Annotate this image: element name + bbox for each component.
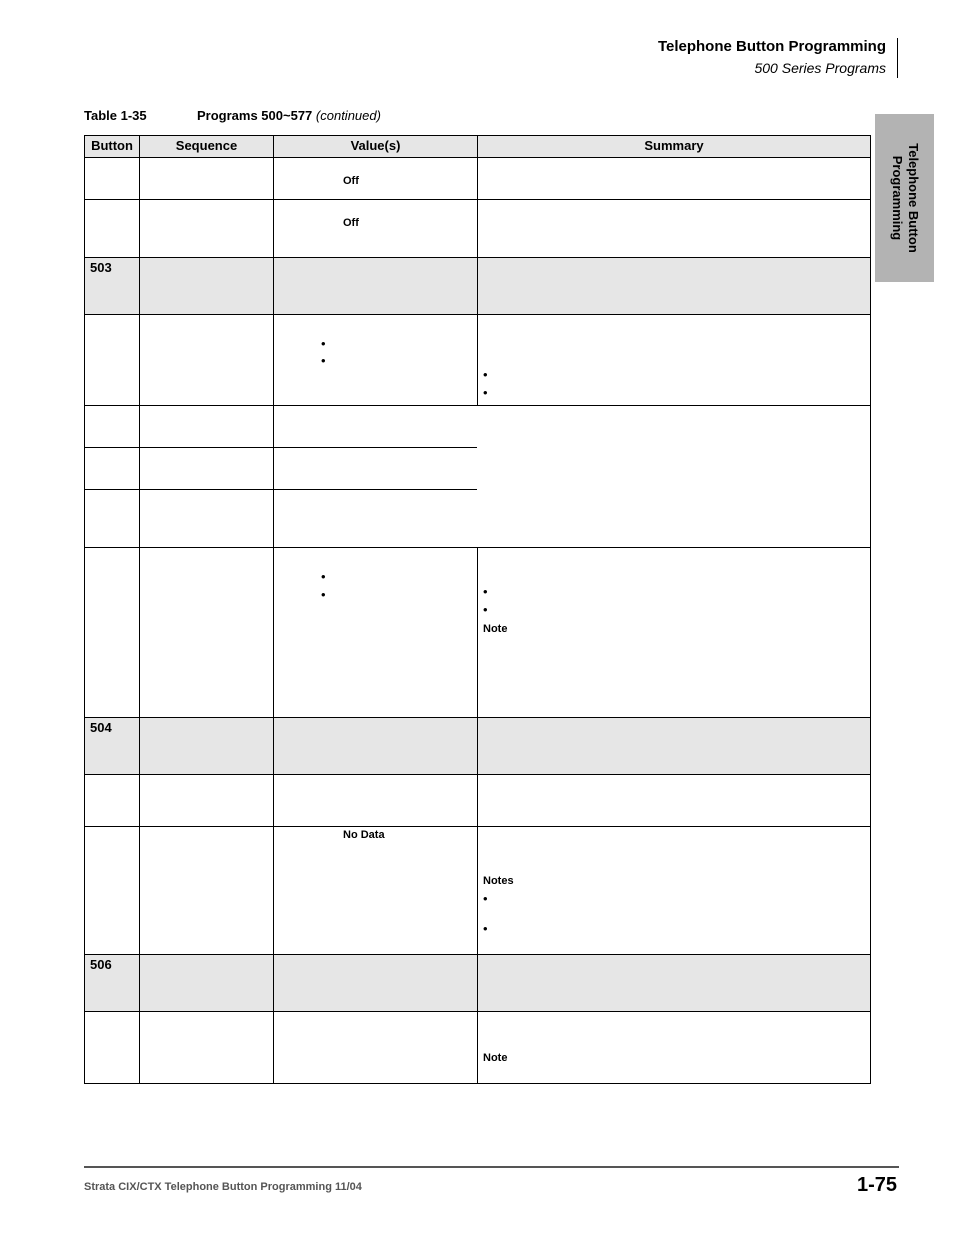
section-side-tab [875,114,934,282]
table-row [85,955,870,1012]
note-label: Note [483,1052,508,1064]
column-header-sequence: Sequence [175,138,238,153]
bullet: • [321,353,326,368]
notes-label: Notes [483,875,514,887]
table-row [85,1012,870,1083]
button-number: 506 [90,957,112,972]
footer-document-title: Strata CIX/CTX Telephone Button Programming 11/04 [84,1181,362,1193]
page-number: 1-75 [856,1174,897,1196]
footer-divider [84,1166,899,1168]
table-row [85,315,870,406]
column-header-values: Value(s) [350,138,401,153]
value-text: Off [343,217,359,229]
table-row [85,827,870,955]
bullet: • [483,367,488,382]
table-caption [84,108,381,123]
table-title: Programs 500~577 [197,108,313,123]
table-row [85,258,870,315]
bullet: • [321,569,326,584]
header-cell [140,136,274,157]
table-number: Table 1-35 [84,108,147,123]
side-tab-label: Telephone Button Programming [889,143,921,253]
programs-table [84,135,871,1084]
button-number: 503 [90,260,112,275]
value-text: Off [343,175,359,187]
header-divider [897,38,898,78]
header-cell [478,136,870,157]
table-row [85,775,870,827]
bullet: • [321,336,326,351]
column-header-summary: Summary [644,138,704,153]
bullet: • [483,584,488,599]
bullet: • [483,385,488,400]
table-row [85,548,870,718]
running-header-subtitle: 500 Series Programs [754,60,886,76]
header-cell [274,136,478,157]
bullet: • [483,602,488,617]
note-label: Note [483,623,508,635]
table-row [85,718,870,775]
table-row [85,158,870,200]
table-continued: (continued) [315,108,381,123]
bullet: • [483,891,488,906]
value-text: No Data [343,829,385,841]
header-cell [85,136,140,157]
column-header-button: Button [91,138,133,153]
running-header-title: Telephone Button Programming [657,38,886,55]
merged-summary-cell [477,405,871,548]
button-number: 504 [90,720,112,735]
bullet: • [483,921,488,936]
table-row [85,200,870,258]
bullet: • [321,587,326,602]
table-header-row [85,136,870,158]
